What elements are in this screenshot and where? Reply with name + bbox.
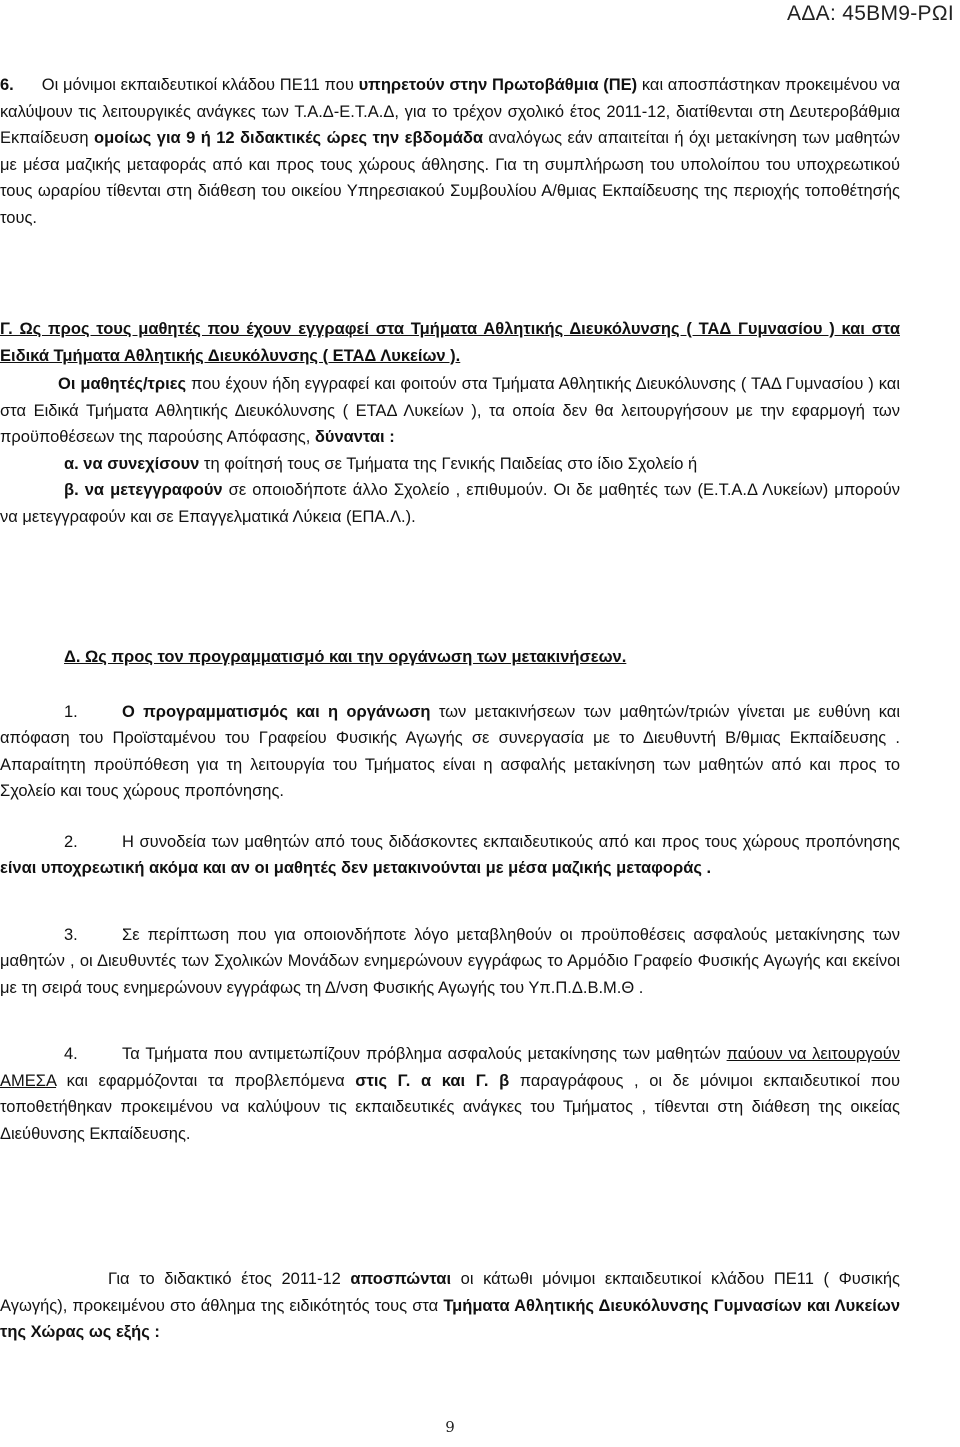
section-g-option-a: α. να συνεχίσουν τη φοίτησή τους σε Τμήματα της Γενικής Παιδείας στο ίδιο Σχολείο ή [64, 454, 698, 473]
section-6-paragraph: 6. Οι μόνιμοι εκπαιδευτικοί κλάδου ΠΕ11 που υπηρετούν στην Πρωτοβάθμια (ΠΕ) και αποσπάστηκαν προκειμένου να καλύψουν τις λειτουργικές ανάγκες των Τ.Α.Δ-Ε.Τ.Α.Δ, για το τρέχον σχολικό έτος 2011-12, διατίθενται στη Δευτεροβάθμια Εκπαίδευση ομοίως για 9 ή 12 διδακτικές ώρες την εβδομάδα αναλόγως εάν απαιτείται ή όχι μετακίνηση των μαθητών με μέσα μαζικής μεταφοράς από και προς τους χώρους άθλησης. Για τη συμπλήρωση του υπολοίπου του υποχρεωτικού τους ωραρίου τίθενται στη διάθεση του οικείου Υπηρεσιακού Συμβουλίου Α/θμιας Εκπαίδευσης της περιοχής τοποθέτησής τους. [0, 76, 900, 227]
page-number: 9 [445, 1418, 455, 1436]
section-6-number: 6. [0, 76, 14, 94]
closing-section [0, 1266, 900, 1346]
section-g-option-b: β. να μετεγγραφούν σε οποιοδήποτε άλλο Σχολείο , επιθυμούν. Οι δε μαθητές των (Ε.Τ.Α.Δ Λυκείων) μπορούν να μετεγγραφούν και σε Επαγγελματικά Λύκεια (ΕΠΑ.Λ.). [0, 481, 900, 526]
section-6 [0, 72, 900, 231]
closing-paragraph: Για το διδακτικό έτος 2011-12 αποσπώνται οι κάτωθι μόνιμοι εκπαιδευτικοί κλάδου ΠΕ11 ( Φυσικής Αγωγής), προκειμένου στο άθλημα της ειδικότητός τους στα Τμήματα Αθλητικής Διευκόλυνσης Γυμνασίων και Λυκείων της Χώρας ως εξής : [0, 1270, 901, 1341]
ada-code: ΑΔΑ: 45ΒΜ9-ΡΩΙ [787, 2, 954, 25]
section-d-item-4: 4. Τα Τμήματα που αντιμετωπίζουν πρόβλημα ασφαλούς μετακίνησης των μαθητών παύουν να λειτουργούν ΑΜΕΣΑ και εφαρμόζονται τα προβλεπόμενα στις Γ. α και Γ. β παραγράφους , οι δε μόνιμοι εκπαιδευτικοί που τοποθετήθηκαν προκειμένου να καλύψουν τις εκπαιδευτικές ανάγκες του Τμήματος , τίθενται στη διάθεση της οικείας Διεύθυνσης Εκπαίδευσης. [0, 1045, 901, 1143]
section-d-item-3: 3. Σε περίπτωση που για οποιονδήποτε λόγο μεταβληθούν οι προϋποθέσεις ασφαλούς μετακίνησης των μαθητών , οι Διευθυντές των Σχολικών Μονάδων ενημερώνουν εγγράφως το Αρμόδιο Γραφείο Φυσικής Αγωγής και εκείνοι με τη σειρά τους ενημερώνουν εγγράφως τη Δ/νση Φυσικής Αγωγής του Υπ.Π.Δ.Β.Μ.Θ . [0, 925, 900, 997]
section-d [0, 644, 900, 1147]
section-g-paragraph: Οι μαθητές/τριες που έχουν ήδη εγγραφεί και φοιτούν στα Τμήματα Αθλητικής Διευκόλυνσης ( ΤΑΔ Γυμνασίου ) και στα Ειδικά Τμήματα Αθλητικής Διευκόλυνσης ( ΕΤΑΔ Λυκείων ), τα οποία δεν θα λειτουργήσουν με την εφαρμογή των προϋποθέσεων της παρούσης Απόφασης, δύνανται : [0, 375, 900, 446]
section-d-item-1: 1. Ο προγραμματισμός και η οργάνωση των μετακινήσεων των μαθητών/τριών γίνεται με ευθύνη και απόφαση του Προϊσταμένου του Γραφείου Φυσικής Αγωγής σε συνεργασία με το Διευθυντή Β/θμιας Εκπαίδευσης . Απαραίτητη προϋπόθεση για τη λειτουργία του Τμήματος είναι η ασφαλής μετακίνηση των μαθητών από και προς το Σχολείο και τους χώρους προπόνησης. [0, 702, 900, 800]
section-g [0, 316, 900, 530]
section-d-heading: Δ. Ως προς τον προγραμματισμό και την οργάνωση των μετακινήσεων. [64, 648, 627, 666]
section-g-heading: Γ. Ως προς τους μαθητές που έχουν εγγραφεί στα Τμήματα Αθλητικής Διευκόλυνσης ( ΤΑΔ Γυμνασίου ) και στα Ειδικά Τμήματα Αθλητικής Διευκόλυνσης ( ΕΤΑΔ Λυκείων ). [0, 320, 900, 365]
section-d-item-2: 2. Η συνοδεία των μαθητών από τους διδάσκοντες εκπαιδευτικούς από και προς τους χώρους προπόνησης είναι υποχρεωτική ακόμα και αν οι μαθητές δεν μετακινούνται με μέσα μαζικής μεταφοράς . [0, 832, 900, 877]
